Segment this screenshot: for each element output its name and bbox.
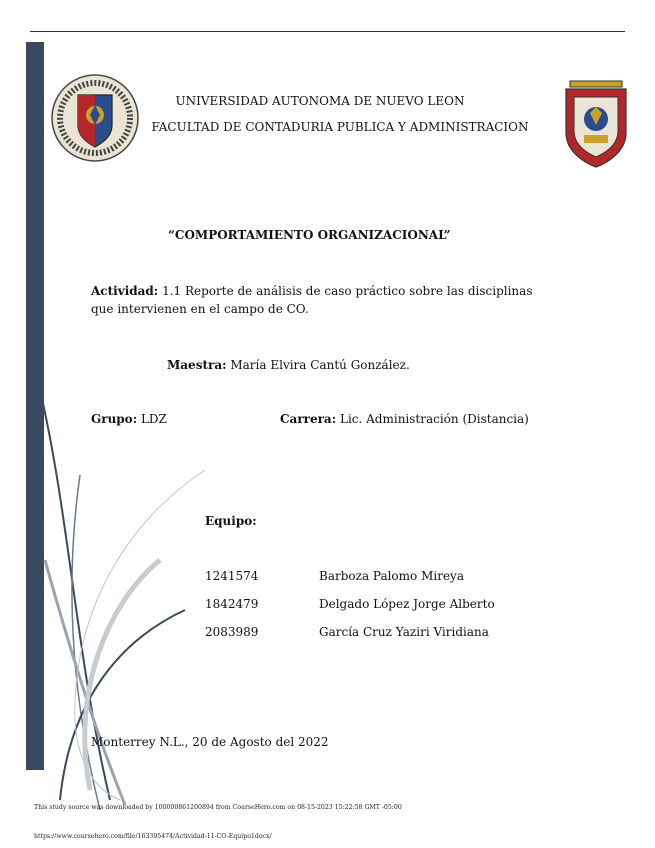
- group-line: [91, 411, 167, 427]
- teacher-name: María Elvira Cantú González.: [230, 358, 410, 372]
- career-label: Carrera:: [280, 412, 337, 426]
- activity-line1: [91, 283, 532, 299]
- member-id: 2083989: [205, 625, 259, 639]
- source-url[interactable]: https://www.coursehero.com/file/163395474/Actividad-11-CO-Equipo1docx/: [34, 833, 272, 840]
- university-name: UNIVERSIDAD AUTONOMA DE NUEVO LEON: [175, 94, 465, 108]
- document-title: “COMPORTAMIENTO ORGANIZACIONAL”: [168, 228, 451, 242]
- group-label: Grupo:: [91, 412, 138, 426]
- member-name: Delgado López Jorge Alberto: [319, 597, 495, 611]
- career-value: Lic. Administración (Distancia): [339, 412, 529, 426]
- source-notice: This study source was downloaded by 100000861200894 from CourseHero.com on 08-15-2023 15:22:58 GMT -05:00: [34, 804, 402, 811]
- team-label: Equipo:: [205, 514, 257, 528]
- activity-text-line1: 1.1 Reporte de análisis de caso práctico sobre las disciplinas: [162, 284, 533, 298]
- teacher-label: Maestra:: [167, 358, 227, 372]
- member-name: García Cruz Yaziri Viridiana: [319, 625, 489, 639]
- university-crest-logo: [50, 73, 140, 163]
- career-line: [280, 411, 529, 427]
- activity-text-line2: que intervienen en el campo de CO.: [91, 302, 309, 316]
- member-id: 1842479: [205, 597, 259, 611]
- place-date: Monterrey N.L., 20 de Agosto del 2022: [91, 735, 329, 749]
- group-value: LDZ: [140, 412, 167, 426]
- member-name: Barboza Palomo Mireya: [319, 569, 464, 583]
- faculty-crest-logo: [560, 73, 632, 169]
- activity-label: Actividad:: [91, 284, 159, 298]
- faculty-name: FACULTAD DE CONTADURIA PUBLICA Y ADMINISTRACION: [151, 120, 529, 134]
- member-id: 1241574: [205, 569, 259, 583]
- teacher-line: [167, 357, 410, 373]
